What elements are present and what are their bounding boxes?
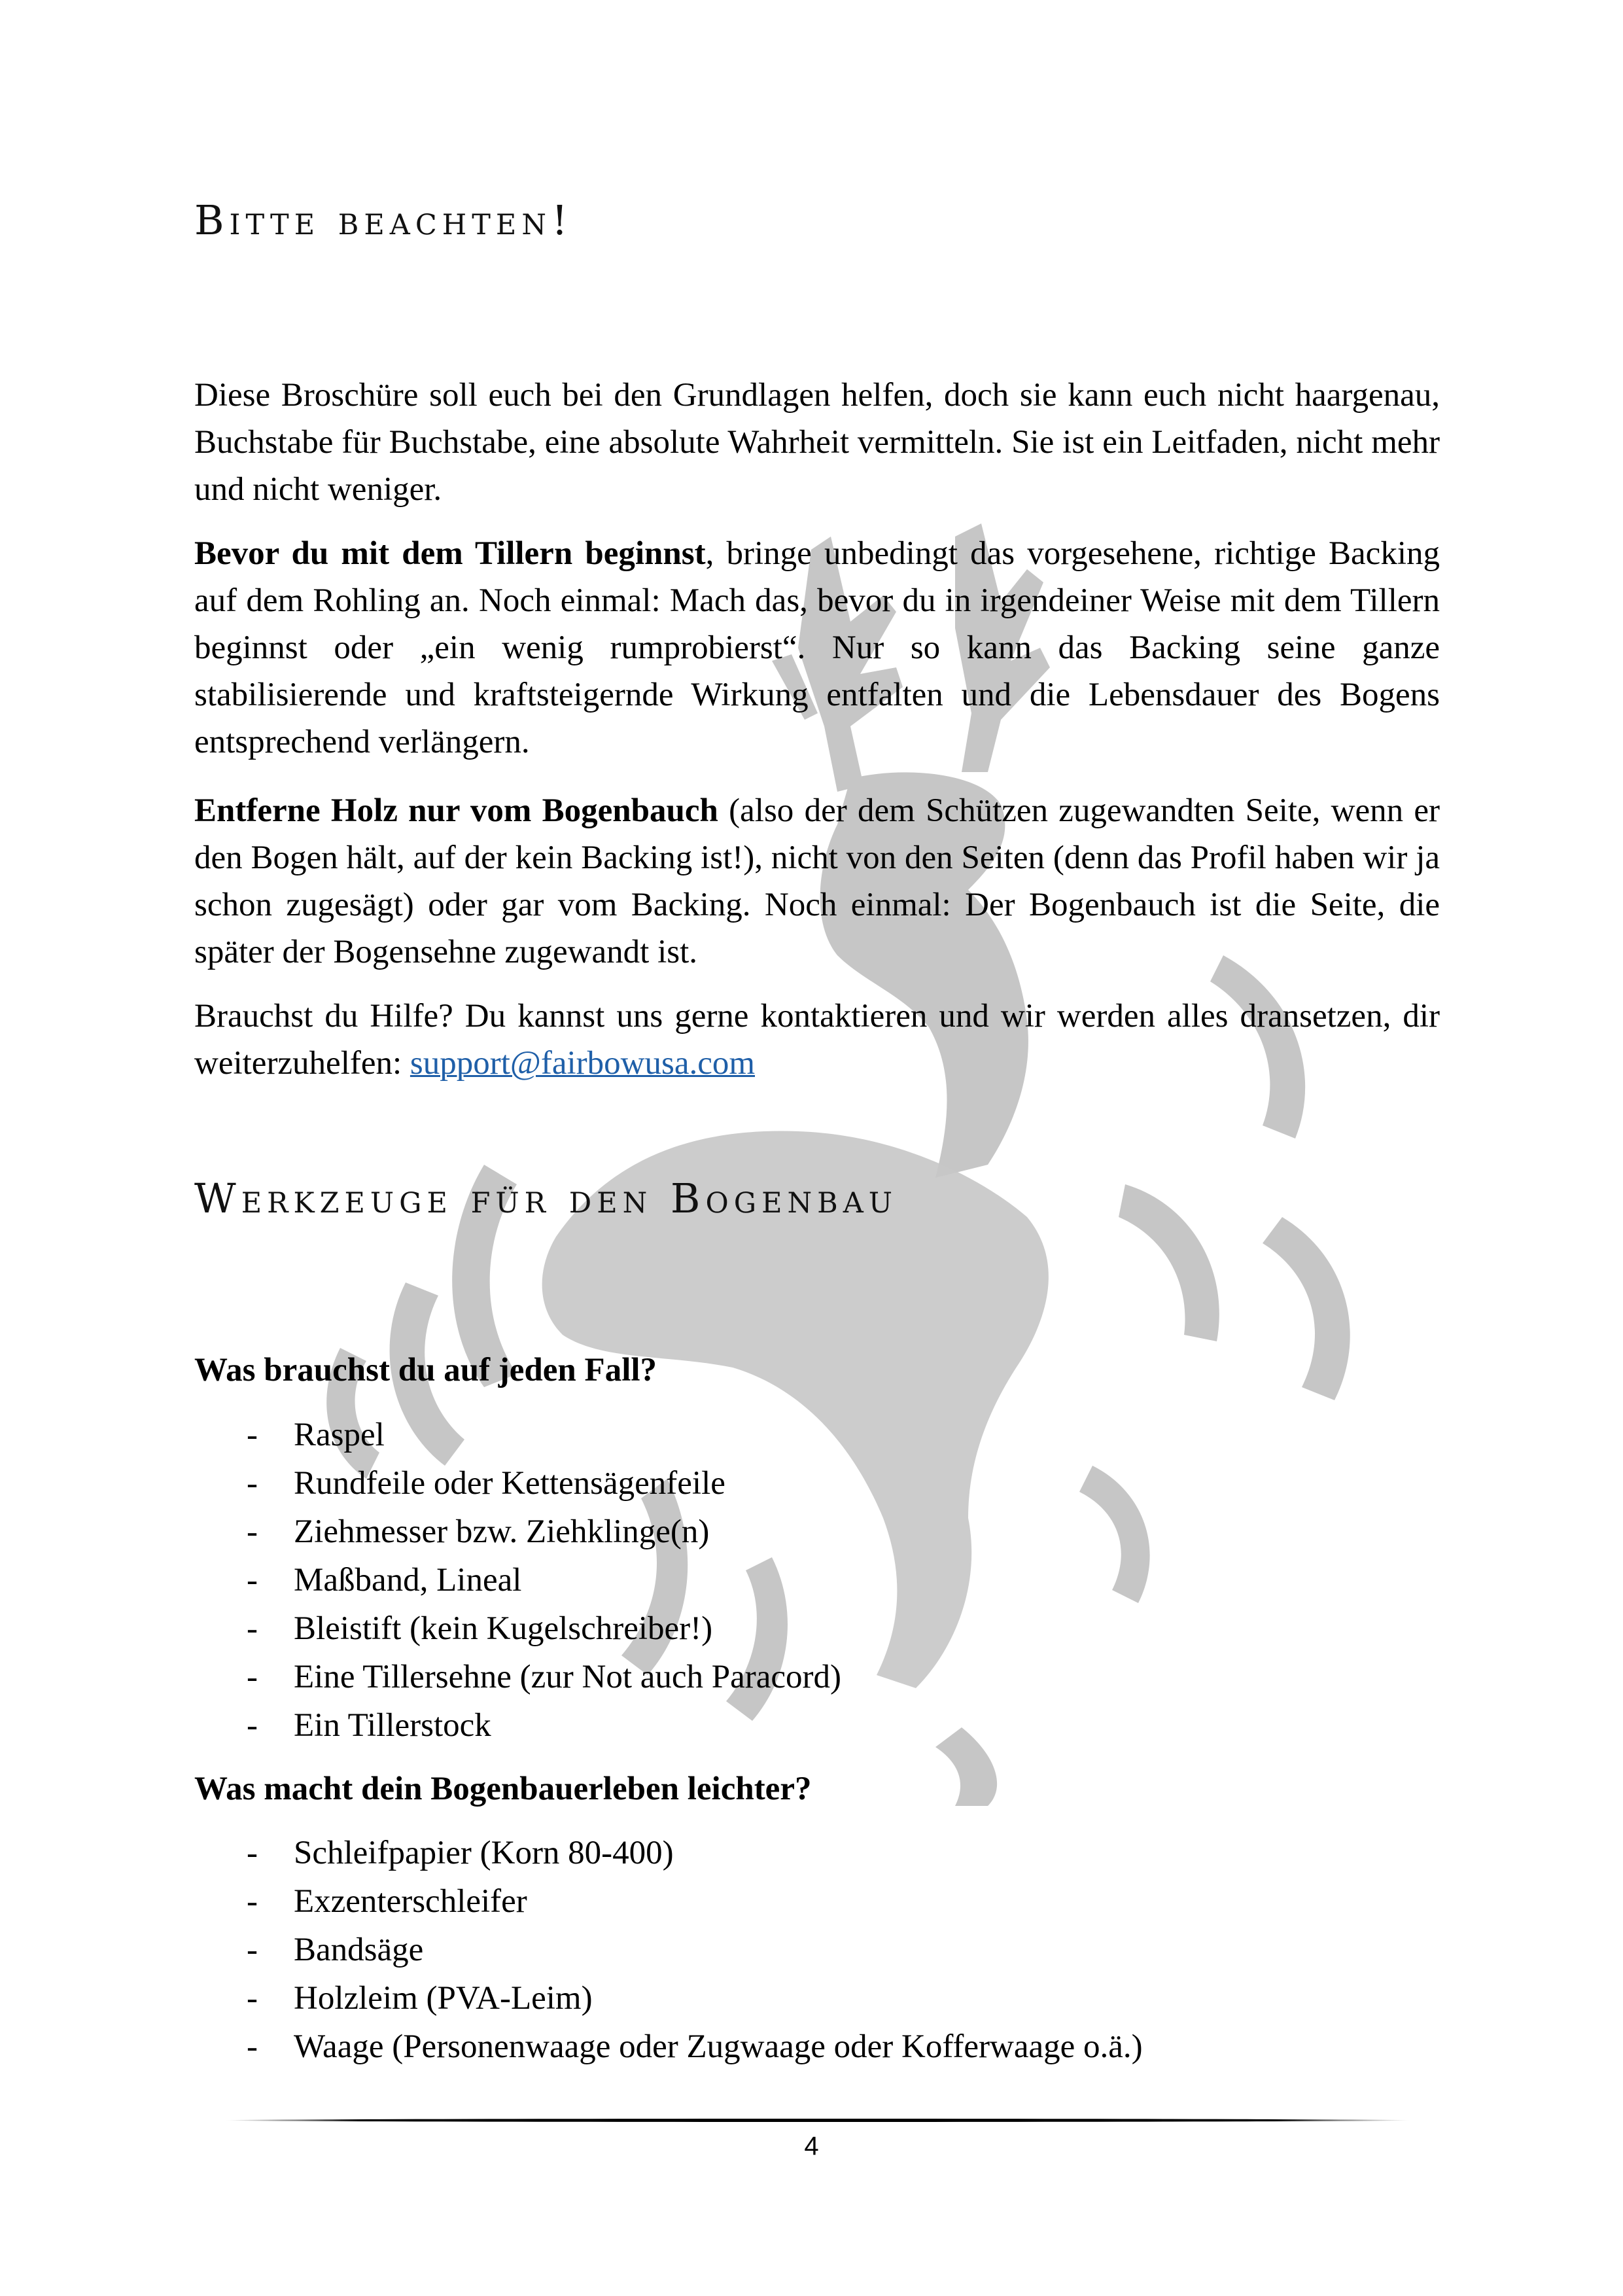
list-item xyxy=(194,1926,1143,1974)
paragraph-backing xyxy=(194,530,1440,766)
list-item-text: Holzleim (PVA-Leim) xyxy=(294,1980,593,2017)
bullet-dash: - xyxy=(247,1883,258,1920)
list-item xyxy=(194,1974,1143,2022)
list-item-text: Bandsäge xyxy=(294,1932,424,1968)
bullet-dash: - xyxy=(247,1980,258,2017)
page-number: 4 xyxy=(804,2132,819,2161)
list-item-text: Schleifpapier (Korn 80-400) xyxy=(294,1835,674,1871)
support-email-link[interactable]: support@fairbowusa.com xyxy=(410,1045,756,1082)
footer-divider xyxy=(226,2119,1410,2122)
subheading-optional-tools: Was macht dein Bogenbauerleben leichter? xyxy=(194,1771,812,1807)
list-item xyxy=(194,1877,1143,1926)
paragraph-text: Diese Broschüre soll euch bei den Grundlagen helfen, doch sie kann euch nicht haargenau, Buchstabe für Buchstabe, eine absolute Wahrheit vermitteln. Sie ist ein Leitfaden, nicht mehr und nicht weniger. xyxy=(194,377,1440,508)
list-item-text: Ein Tillerstock xyxy=(294,1707,491,1744)
bullet-dash: - xyxy=(247,1932,258,1968)
list-item-text: Eine Tillersehne (zur Not auch Paracord) xyxy=(294,1659,841,1695)
paragraph-intro xyxy=(194,372,1440,513)
paragraph-text: (also der dem Schützen zugewandten Seite, wenn er den Bogen hält, auf der kein Backing ist!), nicht von den Seiten (denn das Profil haben wir ja schon zugesägt) oder gar vom Backing. Noch einmal: Der Bogenbauch ist die Seite, die später der Bogensehne zugewandt ist. xyxy=(194,792,1440,970)
list-item xyxy=(194,1701,841,1750)
list-item-text: Maßband, Lineal xyxy=(294,1562,522,1598)
paragraph-help xyxy=(194,993,1440,1087)
list-item xyxy=(194,1604,841,1653)
list-item-text: Bleistift (kein Kugelschreiber!) xyxy=(294,1610,713,1647)
list-item xyxy=(194,1653,841,1701)
bullet-dash: - xyxy=(247,1707,258,1744)
bullet-dash: - xyxy=(247,2028,258,2065)
required-tools-list xyxy=(194,1411,841,1750)
list-item xyxy=(194,1829,1143,1877)
list-item-text: Ziehmesser bzw. Ziehklinge(n) xyxy=(294,1513,710,1550)
bullet-dash: - xyxy=(247,1465,258,1502)
bullet-dash: - xyxy=(247,1417,258,1453)
list-item-text: Exzenterschleifer xyxy=(294,1883,527,1920)
list-item-text: Waage (Personenwaage oder Zugwaage oder Kofferwaage o.ä.) xyxy=(294,2028,1143,2065)
list-item xyxy=(194,1411,841,1459)
bullet-dash: - xyxy=(247,1659,258,1695)
paragraph-text: , bringe unbedingt das vorgesehene, richtige Backing auf dem Rohling an. Noch einmal: Mach das, bevor du in irgendeiner Weise mit dem Tillern beginnst oder „ein wenig rumprobierst“. Nur so kann das Backing seine ganze stabilisierende und kraftsteigernde Wirkung entfalten und die Lebensdauer des Bogens entsprechend verlängern. xyxy=(194,535,1440,760)
section-heading-notice: Bitte beachten! xyxy=(194,196,573,244)
list-item xyxy=(194,1556,841,1604)
paragraph-emphasis: Bevor du mit dem Tillern beginnst xyxy=(194,535,706,572)
subheading-required-tools: Was brauchst du auf jeden Fall? xyxy=(194,1352,657,1388)
paragraph-text: Brauchst du Hilfe? Du kannst uns gerne kontaktieren und wir werden alles dransetzen, dir weiterzuhelfen: xyxy=(194,998,1440,1082)
section-heading-tools: Werkzeuge für den Bogenbau xyxy=(194,1174,898,1222)
bullet-dash: - xyxy=(247,1835,258,1871)
list-item-text: Raspel xyxy=(294,1417,385,1453)
bullet-dash: - xyxy=(247,1610,258,1647)
paragraph-bogenbauch xyxy=(194,787,1440,976)
bullet-dash: - xyxy=(247,1562,258,1598)
list-item-text: Rundfeile oder Kettensägenfeile xyxy=(294,1465,725,1502)
list-item xyxy=(194,2022,1143,2071)
bullet-dash: - xyxy=(247,1513,258,1550)
paragraph-emphasis: Entferne Holz nur vom Bogenbauch xyxy=(194,792,718,829)
optional-tools-list xyxy=(194,1829,1143,2071)
list-item xyxy=(194,1459,841,1508)
list-item xyxy=(194,1508,841,1556)
